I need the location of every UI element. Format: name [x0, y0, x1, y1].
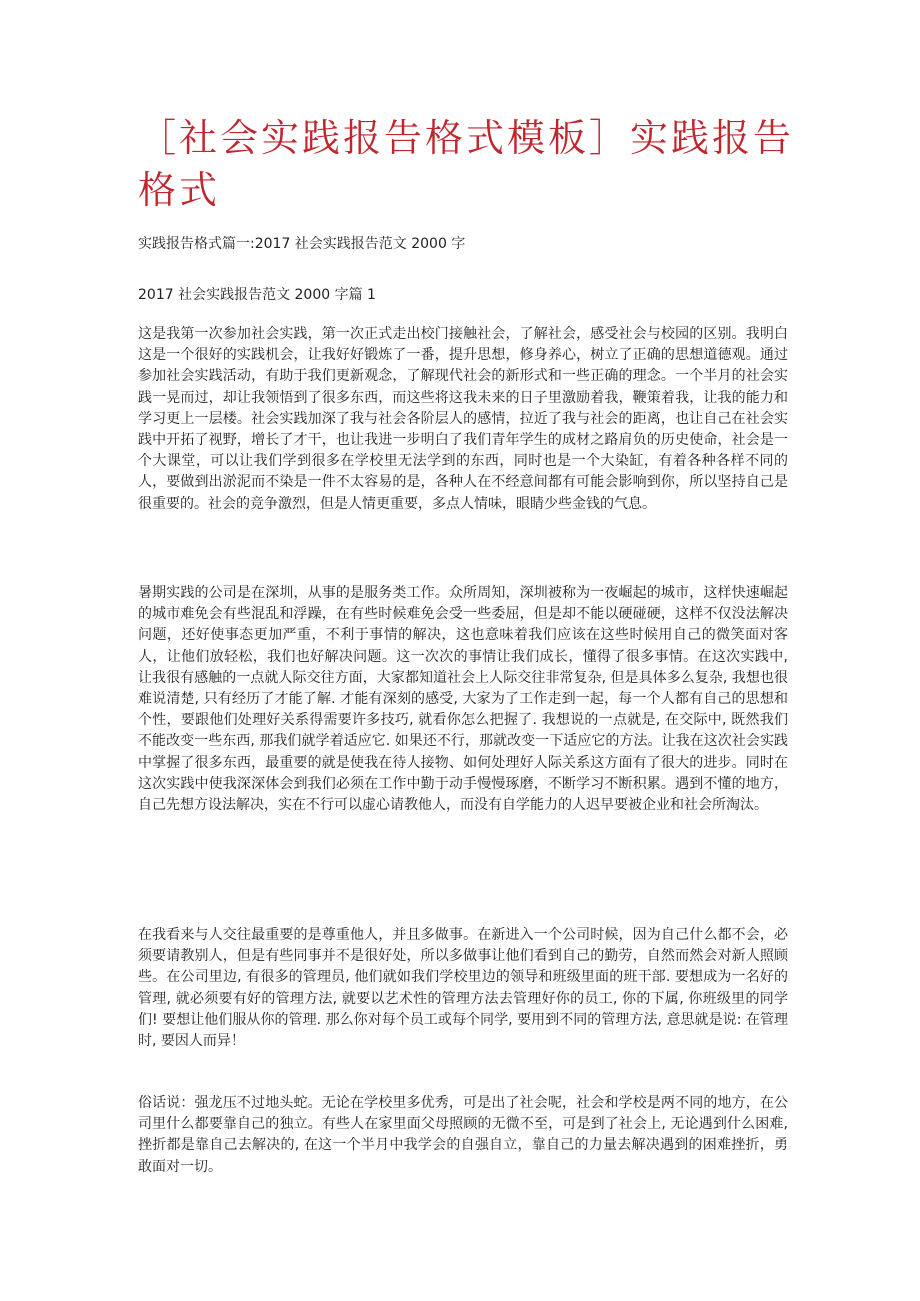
body-paragraph-2: 暑期实践的公司是在深圳，从事的是服务类工作。众所周知，深圳被称为一夜崛起的城市，这样快速崛起的城市难免会有些混乱和浮躁，在有些时候难免会受一些委屈，但是却不能以硬碰硬，这样不仅没法解决问题，还好使事态更加严重，不利于事情的解决，这也意味着我们应该在这些时候用自己的微笑面对客人，让他们放轻松，我们也好解决问题。这一次次的事情让我们成长，懂得了很多事情。在这次实践中, 让我很有感触的一点就人际交往方面，大家都知道社会上人际交往非常复杂, 但是具体多么复杂, 我想也很难说清楚, 只有经历了才能了解. 才能有深刻的感受, 大家为了工作走到一起，每一个人都有自己的思想和个性，要跟他们处理好关系得需要许多技巧, 就看你怎么把握了. 我想说的一点就是, 在交际中, 既然我们不能改变一些东西, 那我们就学着适应它. 如果还不行，那就改变一下适应它的方法。让我在这次社会实践中掌握了很多东西，最重要的就是使我在待人接物、如何处理好人际关系这方面有了很大的进步。同时在这次实践中使我深深体会到我们必须在工作中勤于动手慢慢琢磨，不断学习不断积累。遇到不懂的地方，自己先想方设法解决，实在不行可以虚心请教他人，而没有自学能力的人迟早要被企业和社会所淘汰。 [138, 585, 788, 814]
body-paragraph-4: 俗话说：强龙压不过地头蛇。无论在学校里多优秀，可是出了社会呢，社会和学校是两不同的地方，在公司里什么都要靠自己的独立。有些人在家里面父母照顾的无微不至，可是到了社会上, 无论遇到什么困难, 挫折都是靠自己去解决的, 在这一个半月中我学会的自强自立，靠自己的力量去解决遇到的困难挫折，勇敢面对一切。 [138, 1095, 788, 1175]
body-paragraph-3: 在我看来与人交往最重要的是尊重他人，并且多做事。在新进入一个公司时候，因为自己什么都不会，必须要请教别人，但是有些同事并不是很好处，所以多做事让他们看到自己的勤劳，自然而然会对新人照顾些。在公司里边, 有很多的管理员, 他们就如我们学校里边的领导和班级里面的班干部. 要想成为一名好的管理, 就必须要有好的管理方法, 就要以艺术性的管理方法去管理好你的员工, 你的下属, 你班级里的同学们! 要想让他们服从你的管理. 那么你对每个员工或每个同学, 要用到不同的管理方法, 意思就是说: 在管理时, 要因人而异！ [138, 927, 788, 1050]
body-paragraph-1: 这是我第一次参加社会实践，第一次正式走出校门接触社会，了解社会，感受社会与校园的区别。我明白这是一个很好的实践机会，让我好好锻炼了一番，提升思想，修身养心，树立了正确的思想道德观。通过参加社会实践活动，有助于我们更新观念，了解现代社会的新形式和一些正确的理念。一个半月的社会实践一晃而过，却让我领悟到了很多东西，而这些将这我未来的日子里激励着我，鞭策着我，让我的能力和学习更上一层楼。社会实践加深了我与社会各阶层人的感情，拉近了我与社会的距离，也让自己在社会实践中开拓了视野，增长了才干，也让我进一步明白了我们青年学生的成材之路肩负的历史使命，社会是一个大课堂，可以让我们学到很多在学校里无法学到的东西，同时也是一个大染缸，有着各种各样不同的人，要做到出淤泥而不染是一件不太容易的是，各种人在不经意间都有可能会影响到你，所以坚持自己是很重要的。社会的竞争激烈，但是人情更重要，多点人情味，眼睛少些金钱的气息。 [138, 326, 788, 512]
section-heading: 实践报告格式篇一:2017 社会实践报告范文 2000 字 [138, 236, 466, 252]
article-heading: 2017 社会实践报告范文 2000 字篇 1 [138, 287, 376, 303]
document-title: ［社会实践报告格式模板］实践报告格式 [138, 116, 795, 212]
